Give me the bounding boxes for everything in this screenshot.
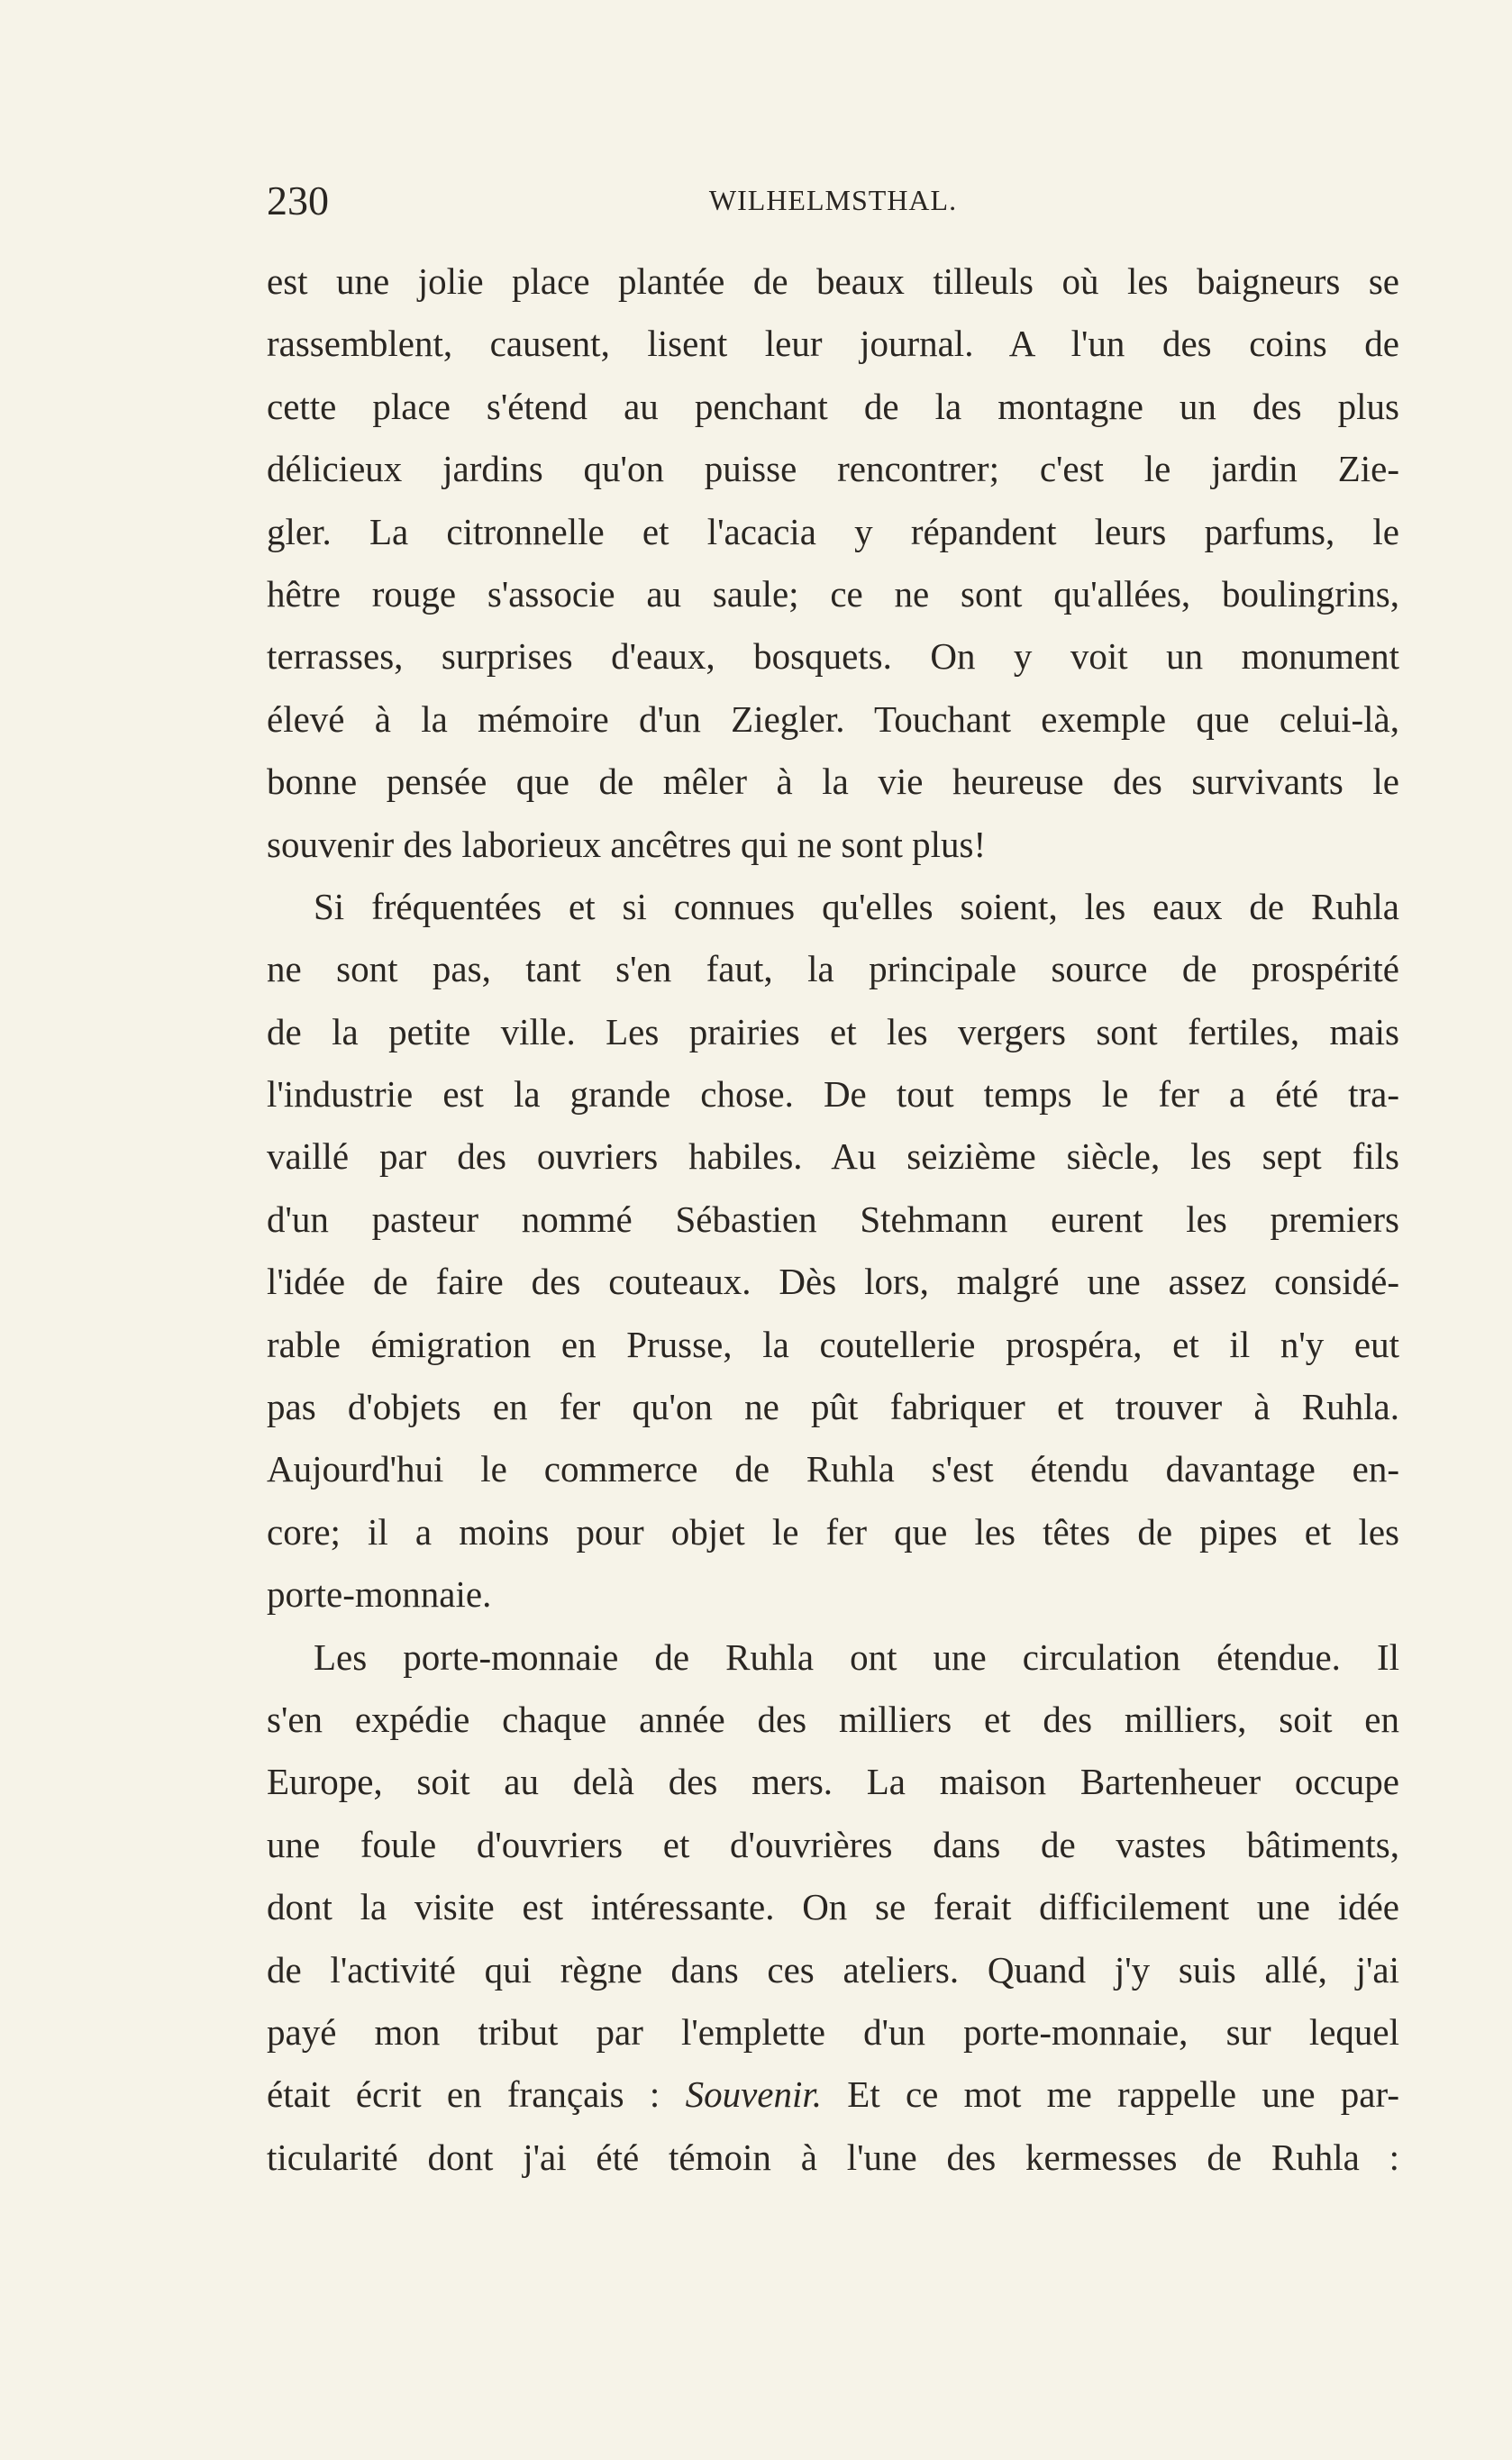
text-line — [267, 1689, 1399, 1751]
text-line — [267, 938, 1399, 1000]
line-text: porte-monnaie. — [267, 1573, 492, 1616]
line-text: s'en expédie chaque année des milliers et des milliers, soit en — [267, 1698, 1399, 1740]
page-number: 230 — [267, 178, 329, 223]
line-text: Et ce mot me rappelle une par- — [822, 2073, 1399, 2116]
line-text: ne sont pas, tant s'en faut, la principale source de prospérité — [267, 948, 1399, 990]
line-text: élevé à la mémoire d'un Ziegler. Touchant exemple que celui-là, — [267, 697, 1399, 740]
running-title: WILHELMSTHAL. — [708, 184, 958, 216]
text-line — [267, 1876, 1399, 1938]
line-text: ticularité dont j'ai été témoin à l'une des kermesses de Ruhla : — [267, 2136, 1399, 2178]
text-line — [267, 1626, 1399, 1689]
line-text: pas d'objets en fer qu'on ne pût fabriquer et trouver à Ruhla. — [267, 1386, 1399, 1428]
line-text: était écrit en français : — [267, 2073, 686, 2116]
line-text: hêtre rouge s'associe au saule; ce ne sont qu'allées, boulingrins, — [267, 572, 1399, 615]
text-line — [267, 1751, 1399, 1813]
body-text — [267, 251, 1399, 2189]
line-text: de l'activité qui règne dans ces ateliers. Quand j'y suis allé, j'ai — [267, 1948, 1399, 1991]
text-line — [267, 814, 1399, 876]
text-line — [267, 438, 1399, 500]
text-line — [267, 1376, 1399, 1438]
text-line — [267, 1814, 1399, 1876]
line-text: délicieux jardins qu'on puisse rencontrer; c'est le jardin Zie- — [267, 448, 1399, 490]
line-text: payé mon tribut par l'emplette d'un porte-monnaie, sur lequel — [267, 2010, 1399, 2053]
text-line — [267, 1125, 1399, 1188]
line-text: de la petite ville. Les prairies et les vergers sont fertiles, mais — [267, 1010, 1399, 1052]
text-line — [267, 1001, 1399, 1063]
text-line — [267, 563, 1399, 625]
line-text: rable émigration en Prusse, la coutellerie prospéra, et il n'y eut — [267, 1323, 1399, 1365]
line-text: l'industrie est la grande chose. De tout temps le fer a été tra- — [267, 1073, 1399, 1116]
line-text: souvenir des laborieux ancêtres qui ne sont plus! — [267, 823, 987, 865]
text-line — [267, 1063, 1399, 1125]
text-line — [267, 625, 1399, 688]
line-text: bonne pensée que de mêler à la vie heureuse des survivants le — [267, 761, 1399, 803]
line-text: gler. La citronnelle et l'acacia y répandent leurs parfums, le — [267, 510, 1399, 552]
text-line — [267, 2127, 1399, 2189]
text-line — [267, 1251, 1399, 1313]
line-text: l'idée de faire des couteaux. Dès lors, malgré une assez considé- — [267, 1261, 1399, 1303]
text-line — [267, 876, 1399, 938]
running-head — [267, 177, 1399, 231]
line-text: Aujourd'hui le commerce de Ruhla s'est étendu davantage en- — [267, 1448, 1399, 1490]
text-line — [267, 2064, 1399, 2126]
text-line — [267, 376, 1399, 438]
text-line — [267, 501, 1399, 563]
line-text: une foule d'ouvriers et d'ouvrières dans de vastes bâtiments, — [267, 1823, 1399, 1865]
line-text: rassemblent, causent, lisent leur journal. A l'un des coins de — [267, 323, 1399, 365]
line-text: vaillé par des ouvriers habiles. Au seizième siècle, les sept fils — [267, 1135, 1399, 1178]
text-line — [267, 2001, 1399, 2064]
text-line — [267, 1501, 1399, 1563]
text-line — [267, 1939, 1399, 2001]
text-line — [267, 751, 1399, 813]
text-line — [267, 1314, 1399, 1376]
text-line — [267, 251, 1399, 313]
line-text: terrasses, surprises d'eaux, bosquets. On y voit un monument — [267, 635, 1399, 678]
text-line — [267, 1438, 1399, 1500]
text-line — [267, 1189, 1399, 1251]
text-line — [267, 688, 1399, 751]
line-text: cette place s'étend au penchant de la montagne un des plus — [267, 385, 1399, 427]
line-text: Europe, soit au delà des mers. La maison Bartenheuer occupe — [267, 1761, 1399, 1803]
text-line — [267, 1563, 1399, 1626]
line-text: d'un pasteur nommé Sébastien Stehmann eurent les premiers — [267, 1198, 1399, 1240]
line-text: dont la visite est intéressante. On se ferait difficilement une idée — [267, 1886, 1399, 1928]
line-text: core; il a moins pour objet le fer que les têtes de pipes et les — [267, 1510, 1399, 1553]
italic-text: Souvenir. — [685, 2073, 823, 2116]
line-text: Si fréquentées et si connues qu'elles soient, les eaux de Ruhla — [314, 885, 1399, 927]
line-text: Les porte-monnaie de Ruhla ont une circulation étendue. Il — [314, 1635, 1399, 1678]
line-text: est une jolie place plantée de beaux tilleuls où les baigneurs se — [267, 260, 1399, 302]
text-line — [267, 313, 1399, 375]
